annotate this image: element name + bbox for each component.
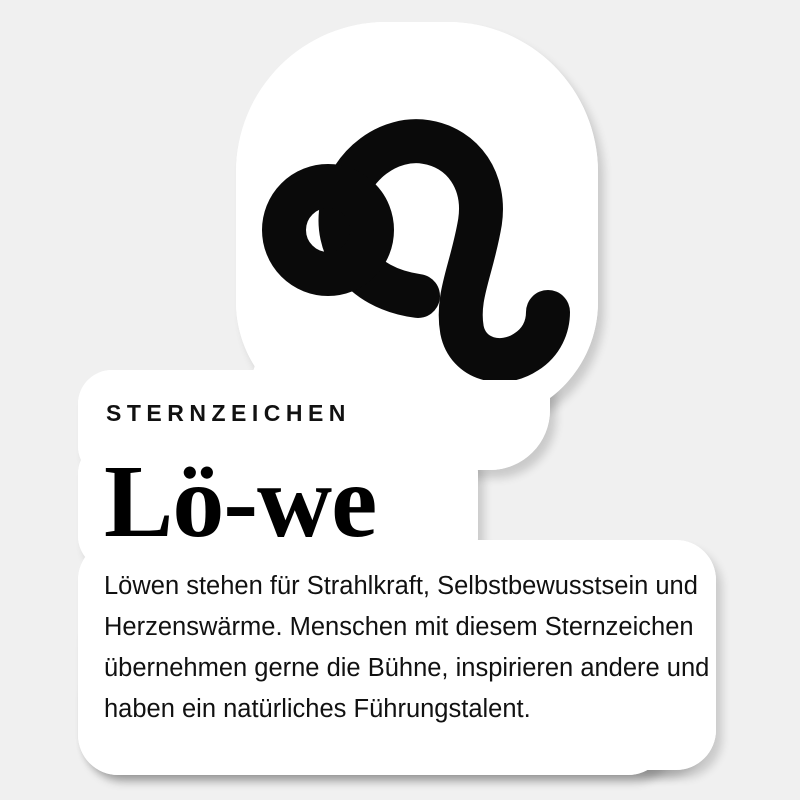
description-text: Löwen stehen für Strahlkraft, Selbstbewusstsein und Herzenswärme. Menschen mit diesem Sternzeichen übernehmen gerne die Bühne, inspirieren andere und haben ein natürliches Führungstalent.	[104, 572, 710, 723]
eyebrow-label: STERNZEICHEN	[106, 400, 351, 426]
page-title: Lö-we	[104, 444, 377, 559]
leo-zodiac-symbol-icon	[250, 30, 590, 380]
